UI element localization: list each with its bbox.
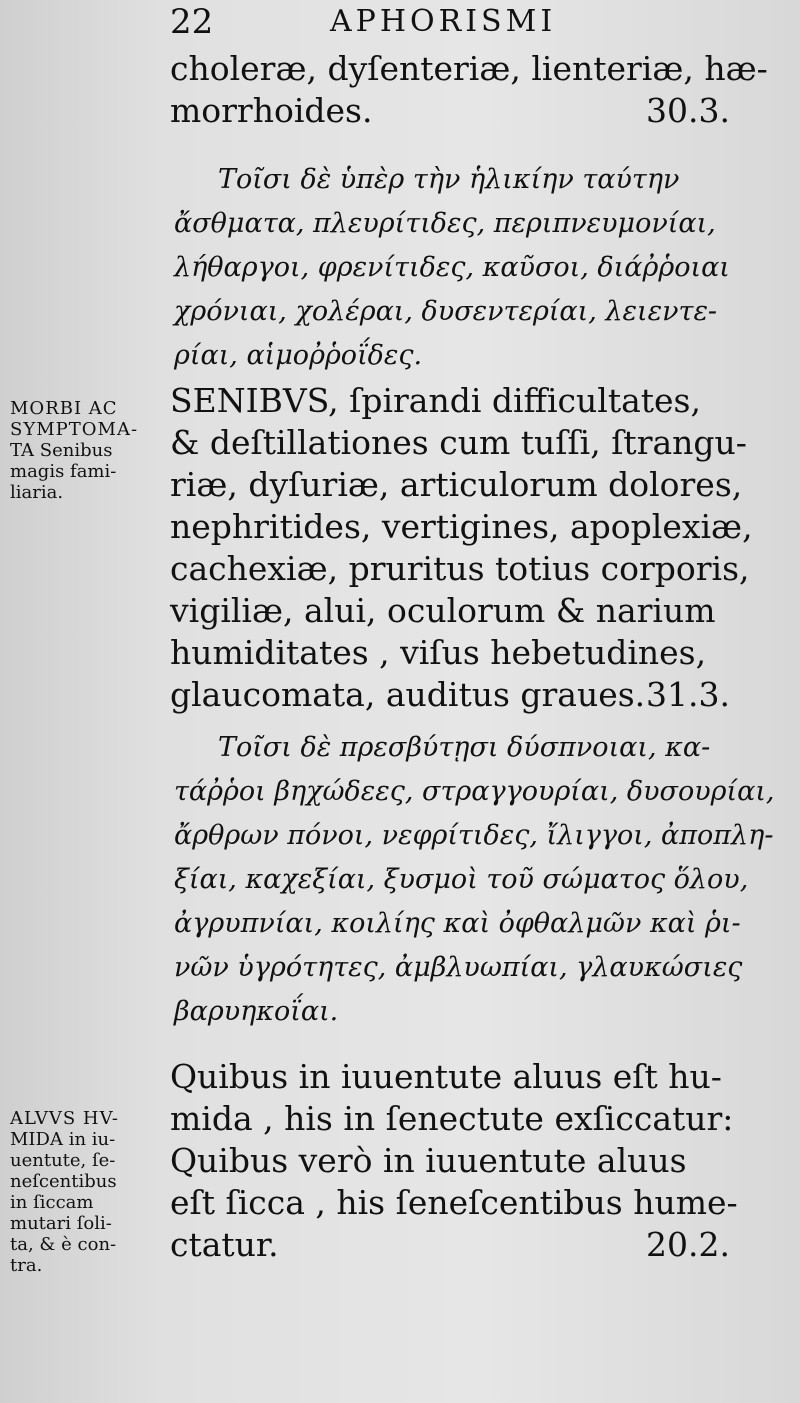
text-line: & deſtillationes cum tuſſi, ſtrangu- bbox=[170, 423, 747, 462]
margin-note-morbi bbox=[10, 398, 160, 503]
margin-line: tra. bbox=[10, 1255, 43, 1276]
text-line bbox=[170, 1224, 730, 1266]
intro-paragraph bbox=[170, 48, 768, 132]
margin-line: mutari ſoli- bbox=[10, 1213, 112, 1234]
greek-line: Τοῖσι δὲ ὑπὲρ τὴν ἡλικίην ταύτην bbox=[218, 164, 680, 195]
text-line: cachexiæ, pruritus totius corporis, bbox=[170, 549, 750, 588]
greek-line: τάῤῥοι βηχώδεες, στραγγουρίαι, δυσουρίαι, bbox=[174, 776, 775, 807]
text-line: riæ, dyſuriæ, articulorum dolores, bbox=[170, 465, 743, 504]
text-line: choleræ, dyſenteriæ, lienteriæ, hæ- bbox=[170, 49, 768, 88]
text-line: SENIBVS, ſpirandi difficultates, bbox=[170, 381, 701, 420]
greek-line: ξίαι, καχεξίαι, ξυσμοὶ τοῦ σώματος ὅλου, bbox=[174, 864, 749, 895]
greek-line: βαρυηκοΐαι. bbox=[174, 996, 339, 1027]
text-line: Quibus in iuuentute aluus eſt hu- bbox=[170, 1057, 722, 1096]
margin-note-aluus bbox=[10, 1108, 160, 1276]
margin-line: MIDA in iu- bbox=[10, 1129, 116, 1150]
greek-line: ἀγρυπνίαι, κοιλίης καὶ ὀφθαλμῶν καὶ ῥι- bbox=[174, 908, 741, 939]
greek-line: χρόνιαι, χολέραι, δυσεντερίαι, λειεντε- bbox=[174, 296, 718, 327]
margin-line: uentute, ſe- bbox=[10, 1150, 116, 1171]
text-line bbox=[170, 674, 730, 716]
latin-paragraph-quibus bbox=[170, 1056, 738, 1266]
margin-line: magis fami- bbox=[10, 461, 117, 482]
running-head: APHORISMI bbox=[330, 4, 557, 39]
greek-paragraph-1 bbox=[170, 158, 730, 378]
margin-line: TA Senibus bbox=[10, 440, 113, 461]
aphorism-reference: 30.3. bbox=[646, 91, 730, 130]
text-line-content: ctatur. bbox=[170, 1225, 279, 1264]
text-line: mida , his in ſenectute exſiccatur: bbox=[170, 1099, 734, 1138]
margin-line: neſcentibus bbox=[10, 1171, 117, 1192]
page-number: 22 bbox=[170, 2, 214, 42]
greek-line: ἄσθματα, πλευρίτιδες, περιπνευμονίαι, bbox=[174, 208, 716, 239]
margin-line: ta, & è con- bbox=[10, 1234, 117, 1255]
text-line: Quibus verò in iuuentute aluus bbox=[170, 1141, 687, 1180]
greek-line: Τοῖσι δὲ πρεσβύτῃσι δύσπνοιαι, κα- bbox=[218, 732, 711, 763]
page-header bbox=[170, 2, 730, 42]
text-line: vigiliæ, alui, oculorum & narium bbox=[170, 591, 716, 630]
text-line: nephritides, vertigines, apoplexiæ, bbox=[170, 507, 753, 546]
text-line-content: morrhoides. bbox=[170, 91, 373, 130]
margin-line: in ſiccam bbox=[10, 1192, 94, 1213]
aphorism-reference: 20.2. bbox=[646, 1225, 730, 1264]
text-line-content: glaucomata, auditus graues. bbox=[170, 675, 646, 714]
margin-line: ALVVS HV- bbox=[10, 1108, 119, 1129]
margin-line: liaria. bbox=[10, 482, 64, 503]
greek-paragraph-2 bbox=[170, 726, 775, 1034]
greek-line: λήθαργοι, φρενίτιδες, καῦσοι, διάῤῥοιαι bbox=[174, 252, 730, 283]
margin-line: MORBI AC bbox=[10, 398, 118, 419]
latin-paragraph-senibus bbox=[170, 380, 753, 716]
aphorism-reference: 31.3. bbox=[646, 675, 730, 714]
text-line: eſt ſicca , his ſeneſcentibus hume- bbox=[170, 1183, 738, 1222]
greek-line: ἄρθρων πόνοι, νεφρίτιδες, ἴλιγγοι, ἀποπλη- bbox=[174, 820, 774, 851]
greek-line: ρίαι, αἱμοῤῥοΐδες. bbox=[174, 340, 423, 371]
text-line: humiditates , viſus hebetudines, bbox=[170, 633, 707, 672]
margin-line: SYMPTOMA- bbox=[10, 419, 139, 440]
text-line bbox=[170, 90, 730, 132]
greek-line: νῶν ὑγρότητες, ἀμβλυωπίαι, γλαυκώσιες bbox=[174, 952, 743, 983]
